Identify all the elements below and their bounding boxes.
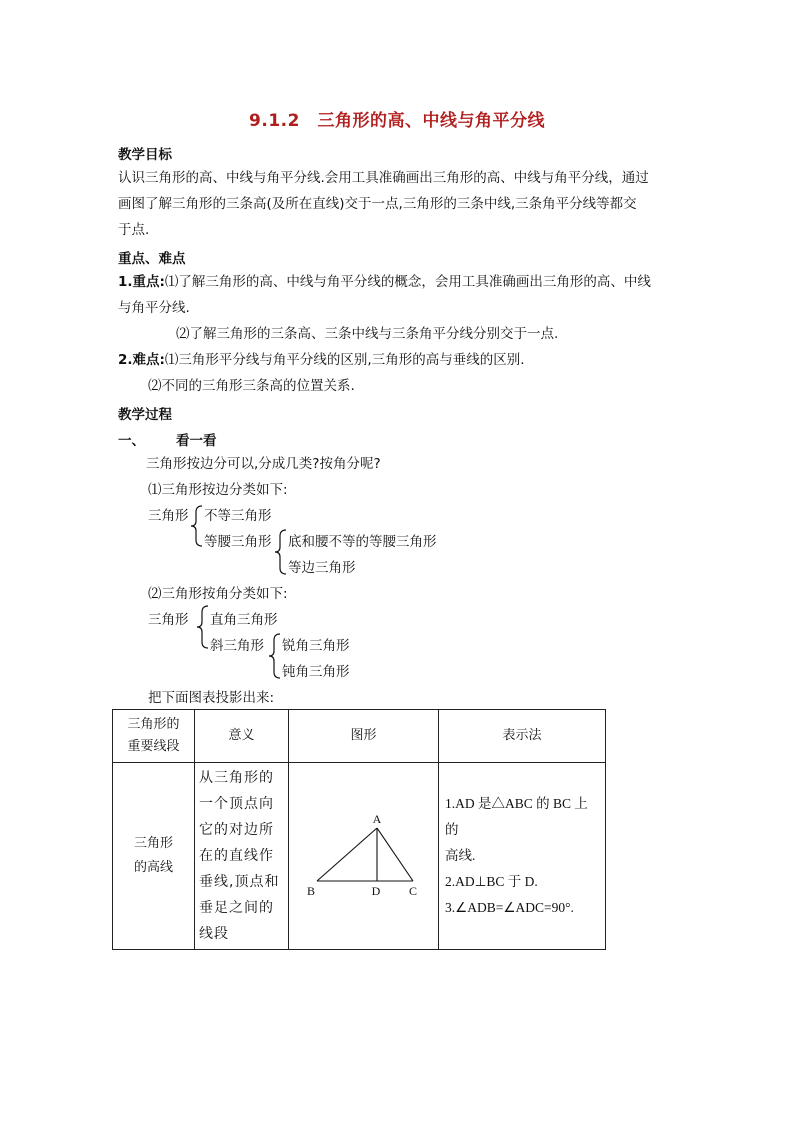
row-name-line1: 三角形: [133, 836, 173, 851]
classification-question: 三角形按边分可以,分成几类?按角分呢?: [146, 456, 381, 472]
by-angle-right: 直角三角形: [210, 612, 278, 628]
difficulty-1-text: ⑴三角形平分线与角平分线的区别,三角形的高与垂线的区别.: [164, 352, 525, 368]
difficulty-label: 2.难点:: [118, 352, 165, 368]
brace-icon: [268, 632, 282, 680]
by-angle-oblique: 斜三角形: [210, 638, 264, 654]
by-side-equilateral: 等边三角形: [288, 560, 356, 576]
table-intro: 把下面图表投影出来:: [148, 690, 275, 706]
by-side-isosceles-unequal: 底和腰不等的等腰三角形: [288, 534, 437, 550]
key-point-2: ⑵了解三角形的三条高、三条中线与三条角平分线分别交于一点.: [176, 326, 559, 342]
by-side-root: 三角形: [148, 508, 189, 524]
segments-table: [112, 709, 606, 950]
section-title: 看一看: [176, 433, 217, 449]
table-row: [113, 763, 606, 950]
row-name-line2: 的高线: [133, 860, 173, 875]
vertex-label-d: D: [371, 883, 381, 898]
row-notation: [439, 763, 606, 950]
difficulty-1: [118, 347, 525, 373]
notation-line2: 高线.: [445, 848, 476, 863]
notation-line3: 2.AD⊥BC 于 D.: [445, 874, 538, 889]
by-angle-intro: ⑵三角形按角分类如下:: [148, 586, 288, 602]
brace-icon: [196, 604, 210, 650]
row-segment-name: [113, 763, 195, 950]
key-label: 1.重点:: [118, 274, 165, 290]
goals-text-line2: 画图了解三角形的三条高(及所在直线)交于一点,三角形的三条中线,三条角平分线等都交: [118, 196, 637, 212]
key-point-1-text: ⑴了解三角形的高、中线与角平分线的概念，会用工具准确画出三角形的高、中线: [164, 274, 651, 290]
brace-icon: [190, 504, 204, 548]
row-figure: [289, 763, 439, 950]
by-angle-obtuse: 钝角三角形: [282, 664, 350, 680]
process-heading: 教学过程: [118, 407, 172, 423]
by-side-isosceles: 等腰三角形: [204, 534, 272, 550]
key-point-1-line1: [118, 269, 651, 295]
difficulty-2: ⑵不同的三角形三条高的位置关系.: [148, 378, 355, 394]
vertex-label-a: A: [372, 811, 382, 826]
header-meaning: 意义: [195, 710, 289, 763]
header-notation: 表示法: [439, 710, 606, 763]
vertex-label-b: B: [306, 883, 316, 898]
row-meaning: 从三角形的一个顶点向它的对边所在的直线作垂线,顶点和垂足之间的线段: [195, 763, 289, 950]
table-header-row: [113, 710, 606, 763]
vertex-label-c: C: [408, 883, 418, 898]
goals-text-line3: 于点.: [118, 222, 150, 238]
goals-text-line1: 认识三角形的高、中线与角平分线.会用工具准确画出三角形的高、中线与角平分线，通过: [118, 170, 649, 186]
goals-heading: 教学目标: [118, 147, 172, 163]
by-side-scalene: 不等三角形: [204, 508, 272, 524]
header-segment: [113, 710, 195, 763]
by-side-intro: ⑴三角形按边分类如下:: [148, 482, 288, 498]
triangle-altitude-figure: [289, 765, 439, 948]
header-figure: 图形: [289, 710, 439, 763]
section-number: 一、: [118, 433, 145, 449]
by-angle-root: 三角形: [148, 612, 189, 628]
brace-icon: [274, 528, 288, 576]
side-ab: [317, 828, 377, 881]
header-segment-line2: 重要线段: [127, 739, 180, 754]
by-angle-acute: 锐角三角形: [282, 638, 350, 654]
keypoints-heading: 重点、难点: [118, 251, 186, 267]
key-point-1-line2: 与角平分线.: [118, 300, 190, 316]
notation-line1: 1.AD 是△ABC 的 BC 上的: [445, 796, 588, 837]
page-title: 9.1.2 三角形的高、中线与角平分线: [249, 111, 545, 131]
side-ac: [377, 828, 413, 881]
header-segment-line1: 三角形的: [127, 717, 180, 732]
notation-line4: 3.∠ADB=∠ADC=90°.: [445, 900, 574, 915]
